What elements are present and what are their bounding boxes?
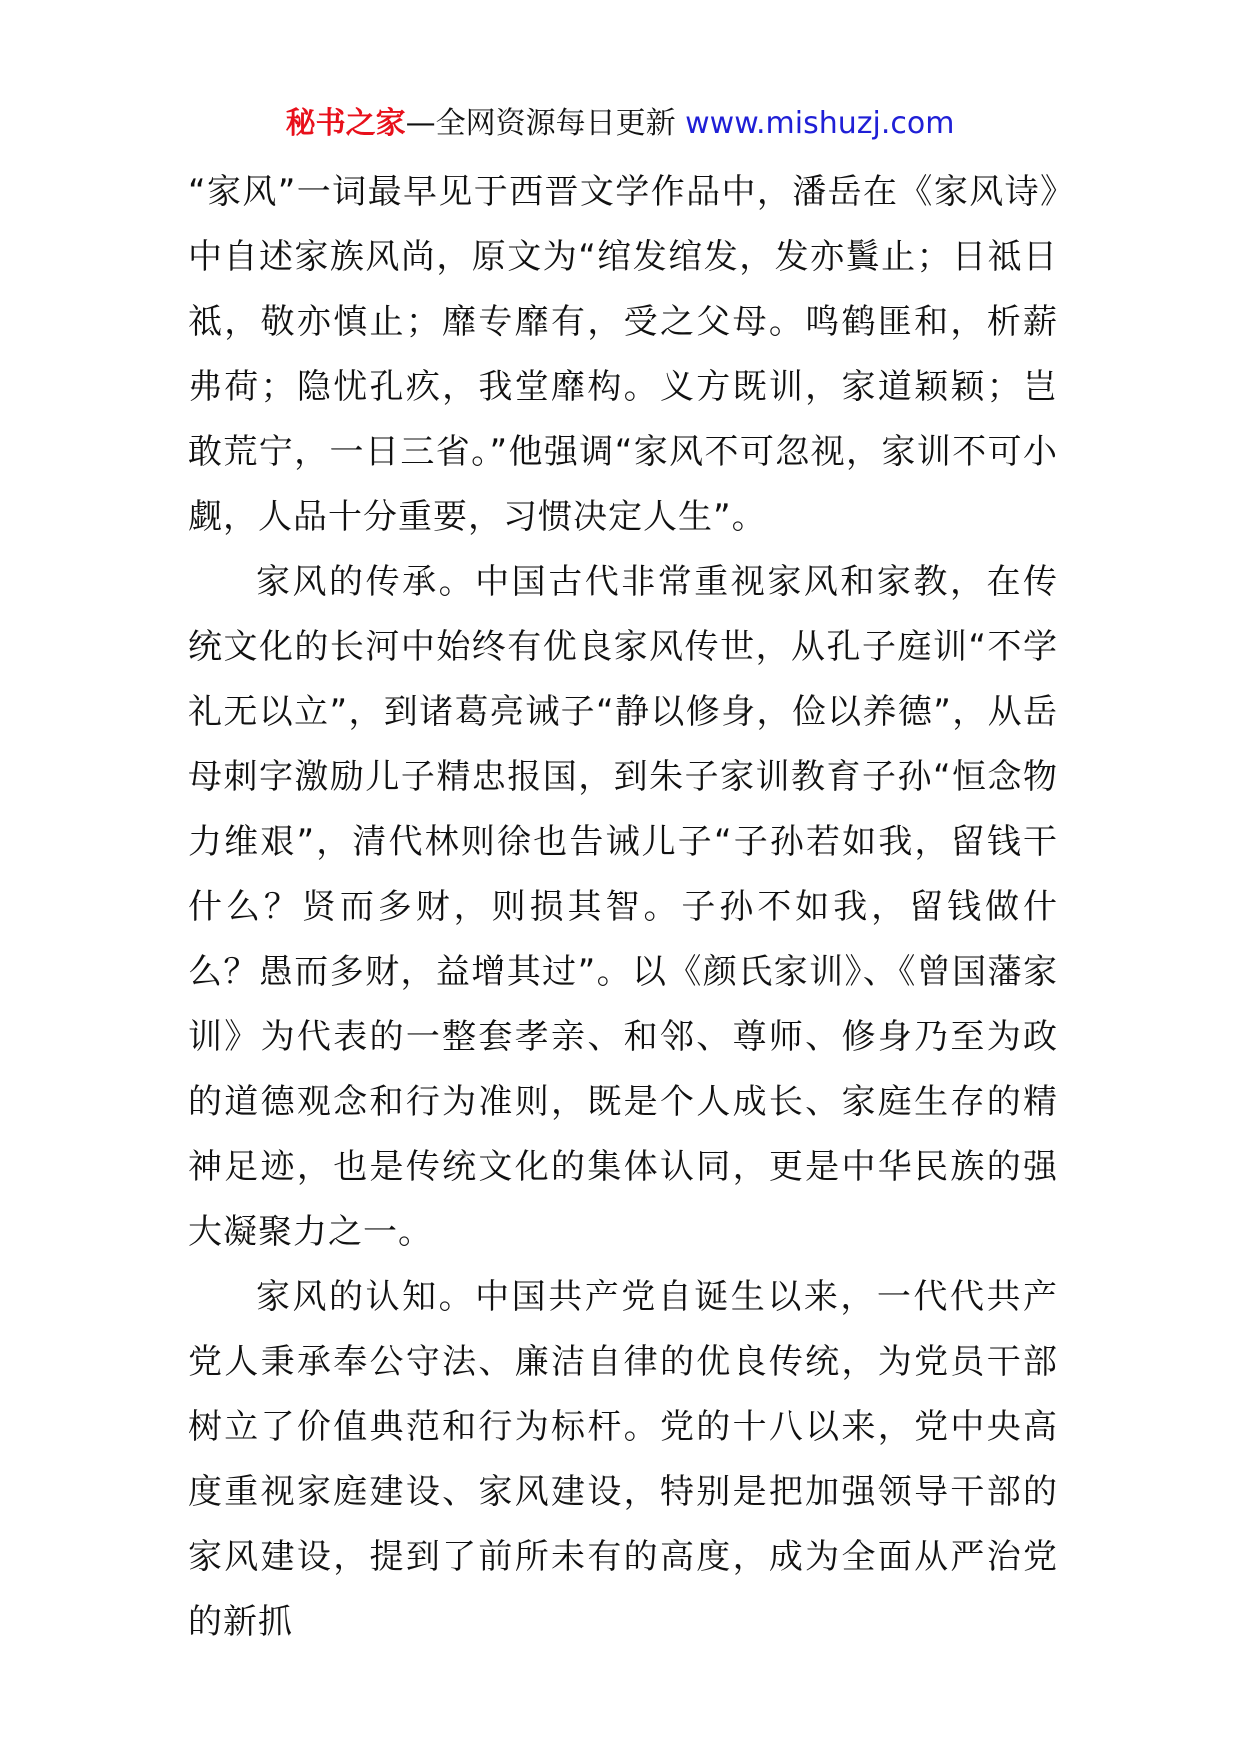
page-header (0, 102, 1240, 146)
paragraph-family-style-origin: “家风”一词最早见于西晋文学作品中，潘岳在《家风诗》中自述家族风尚，原文为“绾发绾发，发亦鬒止；日祗日祗，敬亦慎止；靡专靡有，受之父母。鸣鹤匪和，析薪弗荷；隐忧孔疚，我堂靡构。义方既训，家道颖颖；岂敢荒宁，一日三省。”他强调“家风不可忽视，家训不可小觑，人品十分重要，习惯决定人生”。 (188, 172, 1058, 537)
site-url-link[interactable]: www.mishuzj.com (685, 106, 955, 141)
header-tagline: —全网资源每日更新 (405, 106, 686, 141)
brand-name: 秘书之家 (285, 106, 406, 141)
paragraph-family-style-heritage: 家风的传承。中国古代非常重视家风和家教，在传统文化的长河中始终有优良家风传世，从孔子庭训“不学礼无以立”，到诸葛亮诫子“静以修身，俭以养德”，从岳母刺字激励儿子精忠报国，到朱子家训教育子孙“恒念物力维艰”，清代林则徐也告诫儿子“子孙若如我，留钱干什么？贤而多财，则损其智。子孙不如我，留钱做什么？愚而多财，益增其过”。以《颜氏家训》、《曾国藩家训》为代表的一整套孝亲、和邻、尊师、修身乃至为政的道德观念和行为准则，既是个人成长、家庭生存的精神足迹，也是传统文化的集体认同，更是中华民族的强大凝聚力之一。 (188, 562, 1058, 1252)
paragraph-family-style-cognition: 家风的认知。中国共产党自诞生以来，一代代共产党人秉承奉公守法、廉洁自律的优良传统，为党员干部树立了价值典范和行为标杆。党的十八以来，党中央高度重视家庭建设、家风建设，特别是把加强领导干部的家风建设，提到了前所未有的高度，成为全面从严治党的新抓 (188, 1277, 1058, 1642)
document-body (188, 160, 1058, 1655)
